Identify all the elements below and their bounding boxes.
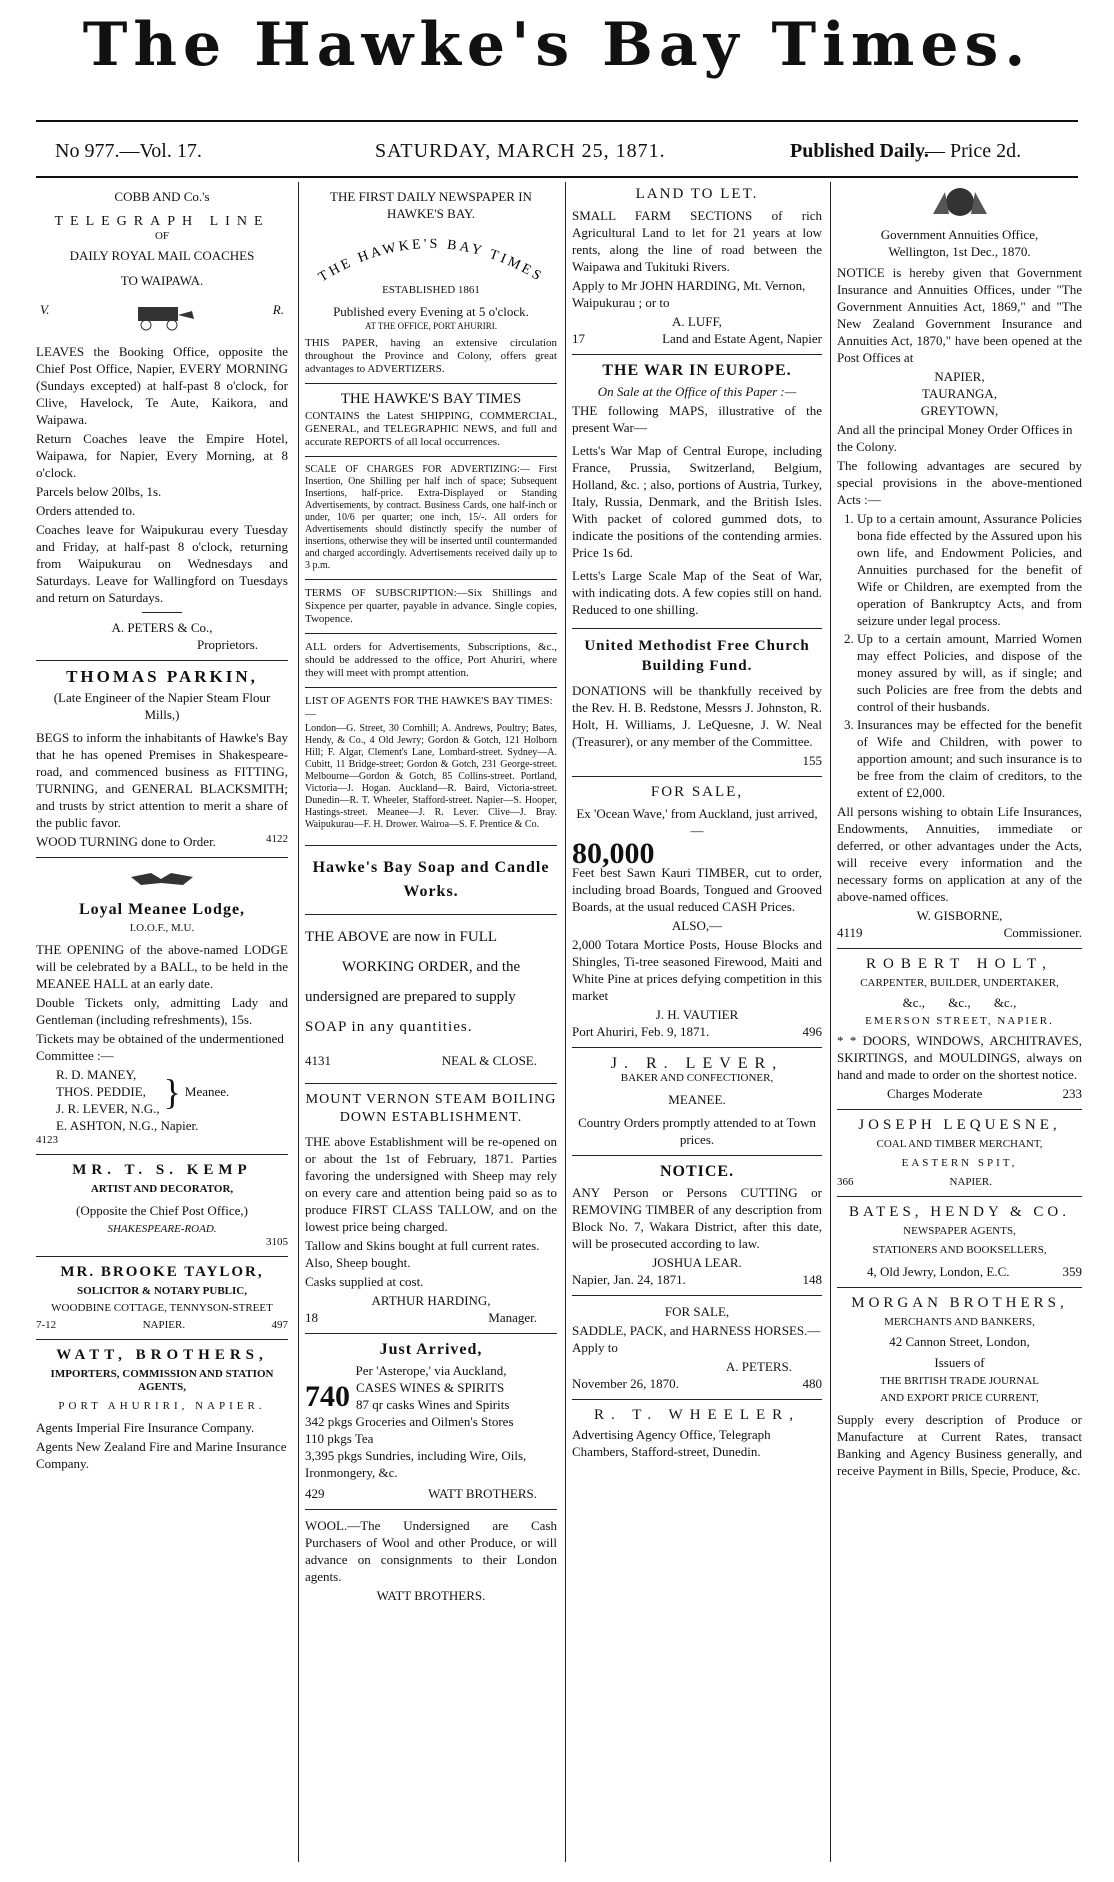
arrived-line: 342 pkgs Groceries and Oilmen's Stores xyxy=(305,1414,514,1429)
morgan-line: MERCHANTS AND BANKERS, xyxy=(884,1316,1035,1328)
saddle-date: November 26, 1870. xyxy=(572,1376,679,1391)
vernon-paragraph: Tallow and Skins bought at full current rates. Also, Sheep bought. xyxy=(305,1238,540,1270)
sale-timber: Feet best Sawn Kauri TIMBER, cut to order, including broad Boards, Tongued and Grooved Boards, at the usual reduced CASH Prices. xyxy=(572,865,822,914)
land-apply: Apply to Mr JOHN HARDING, Mt. Vernon, Waipukurau ; or to xyxy=(572,278,806,310)
land-number: 17 xyxy=(572,331,585,346)
vernon-number: 18 xyxy=(305,1310,318,1325)
war-title: THE WAR IN EUROPE. xyxy=(602,362,792,379)
published-evening: Published every Evening at 5 o'clock. xyxy=(333,304,529,319)
column-3 xyxy=(572,182,822,1862)
gov-footer xyxy=(837,924,1082,941)
separator xyxy=(572,354,822,355)
methodist-body: DONATIONS will be thankfully received by the Rev. H. B. Redstone, Messrs J. Johnston, R. Holt, H. Williams, J. LeQuesne, J. W. Neal (Treasurer), or any member of the Committee. xyxy=(572,683,822,749)
brace: } xyxy=(163,1071,181,1112)
kemp-opposite: (Opposite the Chief Post Office,) xyxy=(76,1203,248,1218)
parkin-wood: WOOD TURNING done to Order. xyxy=(36,834,216,849)
gov-commissioner: Commissioner. xyxy=(1003,925,1082,940)
separator xyxy=(305,383,557,384)
separator xyxy=(305,579,557,580)
separator xyxy=(305,456,557,457)
paper-notice: THIS PAPER, having an extensive circulation throughout the Province and Colony, offers great advantages to ADVERTIZERS. xyxy=(305,337,557,375)
orders: ALL orders for Advertisements, Subscriptions, &c., should be addressed to the office, Port Ahuriri, where they will meet with prompt attention. xyxy=(305,641,557,679)
soap-line: SOAP in any quantities. xyxy=(305,1019,473,1035)
taylor-subtitle: SOLICITOR & NOTARY PUBLIC, xyxy=(77,1285,247,1297)
separator xyxy=(837,948,1082,949)
coach-crest xyxy=(40,301,284,331)
gov-town: GREYTOWN, xyxy=(920,403,999,418)
saddle-body: SADDLE, PACK, and HARNESS HORSES.—Apply to xyxy=(572,1323,821,1355)
watt-title: WATT, BROTHERS, xyxy=(56,1347,268,1363)
cobb-title: COBB AND Co.'s xyxy=(114,189,210,204)
vernon-signature: ARTHUR HARDING, xyxy=(371,1293,491,1308)
taylor-number: 497 xyxy=(271,1319,288,1331)
parkin-footer xyxy=(36,833,288,850)
soap-title: Hawke's Bay Soap and Candle Works. xyxy=(312,859,550,900)
saddle-footer xyxy=(572,1375,822,1392)
separator xyxy=(36,1154,288,1155)
gov-list-item: 1. Up to a certain amount, Assurance Policies bona fide effected by the Assured upon his own life, and Endowment Policies, and Annuities purchased for the benefit of Wife or Children, are exempted from the operation of Bankruptcy Acts, and from seizure under legal process. xyxy=(857,510,1082,629)
arrived-line: 87 qr casks Wines and Spirits xyxy=(356,1397,510,1412)
separator xyxy=(36,857,288,858)
taylor-address: WOODBINE COTTAGE, TENNYSON-STREET xyxy=(51,1302,273,1314)
notice-number: 148 xyxy=(802,1272,822,1287)
land-footer xyxy=(572,330,822,347)
soap-signature: NEAL & CLOSE. xyxy=(441,1053,537,1068)
cobb-line4: TO WAIPAWA. xyxy=(120,273,204,288)
watt-subtitle: IMPORTERS, COMMISSION AND STATION AGENTS, xyxy=(50,1368,274,1393)
taylor-footer xyxy=(36,1319,288,1332)
gov-town: NAPIER, xyxy=(934,369,985,384)
masthead-rule xyxy=(36,120,1078,122)
notice-title: NOTICE. xyxy=(659,1163,735,1180)
sale-date: Port Ahuriri, Feb. 9, 1871. xyxy=(572,1024,710,1039)
morgan-line: Issuers of xyxy=(934,1355,985,1370)
land-signature: A. LUFF, xyxy=(672,314,722,329)
first-daily: THE FIRST DAILY NEWSPAPER IN HAWKE'S BAY. xyxy=(330,189,532,221)
soap-line: undersigned are prepared to supply xyxy=(305,989,516,1005)
taylor-napier: NAPIER. xyxy=(142,1319,186,1331)
morgan-body: Supply every description of Produce or Manufacture at Current Rates, transact Banking and Agency Business generally, and receive Payment in Bills, Specie, Produce, &c. xyxy=(837,1412,1082,1478)
gov-advantages: The following advantages are secured by special provisions in the above-mentioned Acts :— xyxy=(837,458,1082,507)
watt-place: PORT AHURIRI, NAPIER. xyxy=(58,1400,266,1412)
war-intro: THE following MAPS, illustrative of the present War— xyxy=(572,403,822,435)
column-1 xyxy=(36,182,288,1862)
lodge-paragraph: Tickets may be obtained of the undermentioned Committee :— xyxy=(36,1031,284,1063)
cobb-signature: A. PETERS & Co., xyxy=(111,620,213,635)
notice-signature: JOSHUA LEAR. xyxy=(652,1255,742,1270)
vernon-footer xyxy=(305,1309,557,1326)
gov-number: 4119 xyxy=(837,925,863,940)
taylor-left: 7-12 xyxy=(36,1319,57,1331)
sale-posts: 2,000 Totara Mortice Posts, House Blocks and Shingles, Ti-tree seasoned Firewood, Maiti and White Pine at prices defying competition in this market xyxy=(572,937,822,1003)
methodist-number: 155 xyxy=(802,753,822,768)
arrived-line: 110 pkgs Tea xyxy=(305,1431,374,1446)
morgan-line: AND EXPORT PRICE CURRENT, xyxy=(880,1392,1039,1404)
lever-place: MEANEE. xyxy=(668,1092,726,1107)
land-agent: Land and Estate Agent, Napier xyxy=(662,331,822,346)
committee-member: E. ASHTON, N.G., Napier. xyxy=(56,1118,199,1133)
separator xyxy=(305,914,557,915)
lequesne-title: JOSEPH LEQUESNE, xyxy=(858,1117,1061,1133)
soap-number: 4131 xyxy=(305,1053,331,1068)
arrived-per: Per 'Asterope,' via Auckland, xyxy=(355,1363,507,1378)
lodge-body: THE OPENING of the above-named LODGE will be celebrated by a BALL, to be held in the MEANEE HALL at an early date. xyxy=(36,942,288,991)
kemp-number: 3105 xyxy=(266,1236,288,1248)
lequesne-subtitle: COAL AND TIMBER MERCHANT, xyxy=(876,1138,1043,1150)
gov-body: NOTICE is hereby given that Government Insurance and Annuities Offices, under "The Government Annuities Act, 1869," and "The New Zealand Government Insurance and Annuities Act, 1870," have been opened at the Post Offices at xyxy=(837,265,1082,365)
parkin-title: THOMAS PARKIN, xyxy=(66,667,258,686)
arrived-signature: WATT BROTHERS. xyxy=(428,1486,537,1501)
separator xyxy=(305,1333,557,1334)
separator xyxy=(305,1083,557,1084)
bates-line: STATIONERS AND BOOKSELLERS, xyxy=(872,1244,1047,1256)
vernon-paragraph: Casks supplied at cost. xyxy=(305,1274,424,1289)
gov-list xyxy=(851,510,1082,801)
saddle-title: FOR SALE, xyxy=(664,1304,730,1319)
separator xyxy=(837,1109,1082,1110)
column-rule xyxy=(298,182,299,1862)
separator xyxy=(305,633,557,634)
gov-list-item: 2. Up to a certain amount, Married Women may effect Policies, and dispose of the money assured by will, as if single; and such Policies are free from the debts and control of their husbands. xyxy=(857,630,1082,715)
arc-title xyxy=(305,226,557,284)
handshake-icon xyxy=(36,865,288,895)
saddle-number: 480 xyxy=(802,1376,822,1391)
morgan-line: THE BRITISH TRADE JOURNAL xyxy=(880,1375,1039,1387)
established: ESTABLISHED 1861 xyxy=(382,284,480,296)
holt-etc: &c., &c., &c., xyxy=(902,995,1017,1010)
morgan-title: MORGAN BROTHERS, xyxy=(851,1295,1068,1311)
separator xyxy=(572,1047,822,1048)
bates-title: BATES, HENDY & CO. xyxy=(848,1204,1071,1220)
wheeler-title: R. T. WHEELER, xyxy=(594,1407,800,1423)
short-rule xyxy=(142,612,182,613)
saddle-signature: A. PETERS. xyxy=(725,1359,792,1374)
wheeler-body: Advertising Agency Office, Telegraph Chambers, Stafford-street, Dunedin. xyxy=(572,1427,771,1459)
separator xyxy=(36,1256,288,1257)
column-rule xyxy=(565,182,566,1862)
gov-and: And all the principal Money Order Offices in the Colony. xyxy=(837,422,1073,454)
methodist-title: United Methodist Free Church Building Fund. xyxy=(584,638,810,674)
svg-text:THE HAWKE'S BAY TIMES xyxy=(316,237,546,284)
soap-line: WORKING ORDER, and the xyxy=(341,959,521,975)
sale-number: 496 xyxy=(802,1024,822,1039)
agents-list: London—G. Street, 30 Cornhill; A. Andrews, Poultry; Bates, Hendy, & Co., 4 Old Jewry; Gordon & Gotch, 121 Holborn Hill; F. Algar, Clement's Lane, Lombard-street. Sydney—A. Cubitt, 11 Bridge-street; Gordon & Gotch, 231 George-street. Melbourne—Gordon & Gotch, 85 Collins-street. Portland, Victoria—J. Hogan. Auckland—R. Baird, Victoria-street. Dunedin—R. T. Wheeler, Stafford-street. Napier—S. Hooper, Hastings-street. Meanee—J. R. Lever. Clive—J. Bray. Waipukurau—F. H. Drower. Wairoa—S. F. Prentice & Co. xyxy=(305,723,557,830)
cobb-paragraph: Parcels below 20lbs, 1s. xyxy=(36,484,162,499)
agents-title: LIST OF AGENTS FOR THE HAWKE'S BAY TIMES:— xyxy=(305,695,553,720)
arrived-big-number: 740 xyxy=(305,1379,350,1413)
separator xyxy=(572,1295,822,1296)
soap-footer xyxy=(305,1052,557,1069)
soap-line: THE ABOVE are now in FULL xyxy=(305,929,498,945)
arrived-line: CASES WINES & SPIRITS xyxy=(356,1380,505,1395)
coach-icon xyxy=(126,301,196,331)
vernon-title: MOUNT VERNON STEAM BOILING DOWN ESTABLISHMENT. xyxy=(305,1092,557,1125)
crest-v: V. xyxy=(40,302,50,317)
notice-footer xyxy=(572,1271,822,1288)
cobb-paragraph: Coaches leave for Waipukurau every Tuesday and Friday, at half-past 8 o'clock, returning from Waipukurau on Wednesdays and Saturdays. Leave for Wallingford on Tuesdays and return on Saturdays. xyxy=(36,522,288,605)
cobb-line3: DAILY ROYAL MAIL COACHES xyxy=(69,248,255,263)
terms: TERMS OF SUBSCRIPTION:—Six Shillings and Sixpence per quarter, payable in advance. Single copies, Twopence. xyxy=(305,587,557,625)
kemp-subtitle: ARTIST AND DECORATOR, xyxy=(90,1183,234,1195)
sale-signature: J. H. VAUTIER xyxy=(655,1007,739,1022)
bates-line: NEWSPAPER AGENTS, xyxy=(903,1225,1016,1237)
arrived-line: 3,395 pkgs Sundries, including Wire, Oils, Ironmongery, &c. xyxy=(305,1448,527,1480)
lequesne-footer xyxy=(837,1176,1082,1189)
holt-footer xyxy=(837,1085,1082,1102)
crest-r: R. xyxy=(272,302,284,317)
separator xyxy=(36,1339,288,1340)
bates-address: 4, Old Jewry, London, E.C. xyxy=(867,1264,1010,1279)
war-map-2: Letts's Large Scale Map of the Seat of War, with indicating dots. A few copies still on hand. Reduced to one shilling. xyxy=(572,568,822,617)
separator xyxy=(572,1155,822,1156)
column-2 xyxy=(305,182,557,1862)
separator xyxy=(305,1509,557,1510)
watt-paragraph: Agents Imperial Fire Insurance Company. xyxy=(36,1420,255,1435)
contains: CONTAINS the Latest SHIPPING, COMMERCIAL, GENERAL, and TELEGRAPHIC NEWS, and full and accurate REPORTS of all local occurrences. xyxy=(305,410,557,448)
lodge-paragraph: Double Tickets only, admitting Lady and Gentleman (including refreshments), 15s. xyxy=(36,995,288,1027)
lever-body: Country Orders promptly attended to at Town prices. xyxy=(578,1115,816,1147)
separator xyxy=(572,1399,822,1400)
scale-of-charges: SCALE OF CHARGES FOR ADVERTIZING:— First Insertion, One Shilling per half inch of space; Subsequent Insertions, half-price. Extra-Displayed or Standing Advertisements, by contract. Business Cards, one half-inch or under, 10/6 per quarter; one inch, 15/-. All orders for Advertisements should distinctly specify the number of insertions, otherwise they will be inserted until countermanded and charged accordingly. Advertisements received daily up to 3 p.m. xyxy=(305,464,557,571)
lodge-title: Loyal Meanee Lodge, xyxy=(78,901,246,918)
kemp-title: MR. T. S. KEMP xyxy=(72,1162,252,1178)
morgan-line: 42 Cannon Street, London, xyxy=(889,1334,1030,1349)
separator xyxy=(572,628,822,629)
bates-footer xyxy=(837,1263,1082,1280)
lequesne-place: EASTERN SPIT, xyxy=(901,1157,1018,1169)
bates-number: 359 xyxy=(1062,1264,1082,1279)
holt-title: ROBERT HOLT, xyxy=(865,956,1053,972)
masthead-title: The Hawke's Bay Times. xyxy=(82,10,1032,80)
separator xyxy=(837,1196,1082,1197)
issue-date: SATURDAY, MARCH 25, 1871. xyxy=(375,140,666,162)
kemp-road: SHAKESPEARE-ROAD. xyxy=(107,1223,217,1235)
lequesne-number: 366 xyxy=(837,1176,854,1188)
office: AT THE OFFICE, PORT AHURIRI. xyxy=(365,321,497,331)
parkin-body: BEGS to inform the inhabitants of Hawke's Bay that he has opened Premises in Shakespeare-road, and commenced business as FITTING, TURNING, and GENERAL BLACKSMITH; and trusts by strict attention to merit a share of the public favor. xyxy=(36,730,288,830)
cobb-paragraph: Orders attended to. xyxy=(36,503,136,518)
committee-meanee: Meanee. xyxy=(184,1084,230,1099)
land-title: LAND TO LET. xyxy=(635,186,759,202)
lodge-number: 4123 xyxy=(36,1134,58,1146)
holt-number: 233 xyxy=(1062,1086,1082,1101)
arrived-footer xyxy=(305,1485,557,1502)
separator xyxy=(36,660,288,661)
parkin-subtitle: (Late Engineer of the Napier Steam Flour Mills,) xyxy=(53,690,271,722)
lodge-committee xyxy=(56,1066,288,1117)
lever-title: J. R. LEVER, xyxy=(610,1055,784,1072)
price: — Price 2d. xyxy=(925,140,1022,162)
column-rule xyxy=(830,182,831,1862)
vernon-body: THE above Establishment will be re-opened on or about the 1st of February, 1871. Parties favoring the undersigned with Sheep may rely on every care and attention being paid so as to produce FIRST CLASS TALLOW, and on the lowest price being charged. xyxy=(305,1134,557,1234)
holt-charges: Charges Moderate xyxy=(887,1086,983,1101)
gov-signature: W. GISBORNE, xyxy=(916,908,1003,923)
cobb-line1: TELEGRAPH LINE xyxy=(54,214,270,229)
cobb-paragraph: Return Coaches leave the Empire Hotel, Waipawa, for Napier, Every Morning, at 8 o'clock. xyxy=(36,431,288,480)
soap-body xyxy=(305,922,557,1042)
dateline xyxy=(55,140,1085,176)
separator xyxy=(837,1287,1082,1288)
war-map-1: Letts's War Map of Central Europe, including France, Prussia, Switzerland, Belgium, Holland, &c. ; also, portions of Austria, Turkey, Italy, Russia, Denmark, and the British Isles. With packet of colored gummed dots, to indicate the positions of the contending armies. Price 1s 6d. xyxy=(572,443,822,560)
wool-signature: WATT BROTHERS. xyxy=(376,1588,486,1603)
dateline-rule xyxy=(36,176,1078,178)
taylor-title: MR. BROOKE TAYLOR, xyxy=(60,1264,264,1280)
arc-title-text: THE HAWKE'S BAY TIMES xyxy=(316,236,546,284)
holt-subtitle: CARPENTER, BUILDER, UNDERTAKER, xyxy=(860,977,1059,989)
gov-date: Wellington, 1st Dec., 1870. xyxy=(888,244,1031,259)
cobb-proprietors: Proprietors. xyxy=(196,637,258,652)
sale-also: ALSO,— xyxy=(671,918,723,933)
sale-ex: Ex 'Ocean Wave,' from Auckland, just arrived,— xyxy=(576,806,818,838)
published-daily: Published Daily. xyxy=(790,140,929,162)
committee-member: R. D. MANEY, xyxy=(56,1067,137,1082)
coat-of-arms-icon xyxy=(837,182,1082,226)
war-sale: On Sale at the Office of this Paper :— xyxy=(597,384,797,399)
sale-footer xyxy=(572,1023,822,1040)
issue-number: No 977.—Vol. 17. xyxy=(55,140,202,162)
gov-list-item: 3. Insurances may be effected for the benefit of Wife and Children, with power to apportion amount; and such insurance is to be free from the claim of creditors, to the extent of £2,000. xyxy=(857,716,1082,801)
notice-date: Napier, Jan. 24, 1871. xyxy=(572,1272,686,1287)
cobb-paragraph: LEAVES the Booking Office, opposite the Chief Post Office, Napier, EVERY MORNING (Sundays excepted) at half-past 8 o'clock, for Clive, Havelock, Te Aute, Kaikora, and Waipawa. xyxy=(36,344,288,427)
separator xyxy=(305,687,557,688)
arrived-main xyxy=(305,1379,557,1413)
committee-member: THOS. PEDDIE, xyxy=(56,1084,146,1099)
parkin-number: 4122 xyxy=(266,833,288,845)
committee-member: J. R. LEVER, N.G., xyxy=(56,1101,160,1116)
holt-body: * * DOORS, WINDOWS, ARCHITRAVES, SKIRTINGS, and MOULDINGS, always on hand and made to order on the shortest notice. xyxy=(837,1033,1082,1082)
sale-main xyxy=(572,837,822,870)
sale-big-number: 80,000 xyxy=(572,837,655,870)
arrived-number: 429 xyxy=(305,1486,325,1501)
sale-title: FOR SALE, xyxy=(650,784,744,800)
lever-subtitle: BAKER AND CONFECTIONER, xyxy=(620,1072,774,1084)
lequesne-napier: NAPIER. xyxy=(949,1176,992,1188)
cobb-of: OF xyxy=(154,230,170,242)
holt-street: EMERSON STREET, NAPIER. xyxy=(865,1015,1054,1027)
lodge-subtitle: I.O.O.F., M.U. xyxy=(129,922,195,934)
land-body: SMALL FARM SECTIONS of rich Agricultural Land to let for 21 years at low rents, along the line of road between the Waipawa and Tukituki Rivers. xyxy=(572,208,822,274)
arrived-title: Just Arrived, xyxy=(379,1341,483,1358)
gov-office: Government Annuities Office, xyxy=(880,227,1039,242)
gov-town: TAURANGA, xyxy=(921,386,998,401)
vernon-manager: Manager. xyxy=(488,1310,537,1325)
watt-paragraph: Agents New Zealand Fire and Marine Insurance Company. xyxy=(36,1439,287,1471)
notice-body: ANY Person or Persons CUTTING or REMOVING TIMBER of any description from Block No. 7, Wakara District, after this date, will be prosecuted according to law. xyxy=(572,1185,822,1251)
separator xyxy=(572,776,822,777)
separator xyxy=(305,845,557,846)
column-4 xyxy=(837,182,1082,1862)
hbt-title: THE HAWKE'S BAY TIMES xyxy=(340,391,522,407)
gov-end: All persons wishing to obtain Life Insurances, Endowments, Annuities, immediate or deferred, or other advantages under the Acts, will receive every information and the necessary forms on application at any of the above-named offices. xyxy=(837,804,1082,904)
wool-body: WOOL.—The Undersigned are Cash Purchasers of Wool and other Produce, or will advance on consignments to their London agents. xyxy=(305,1518,557,1584)
